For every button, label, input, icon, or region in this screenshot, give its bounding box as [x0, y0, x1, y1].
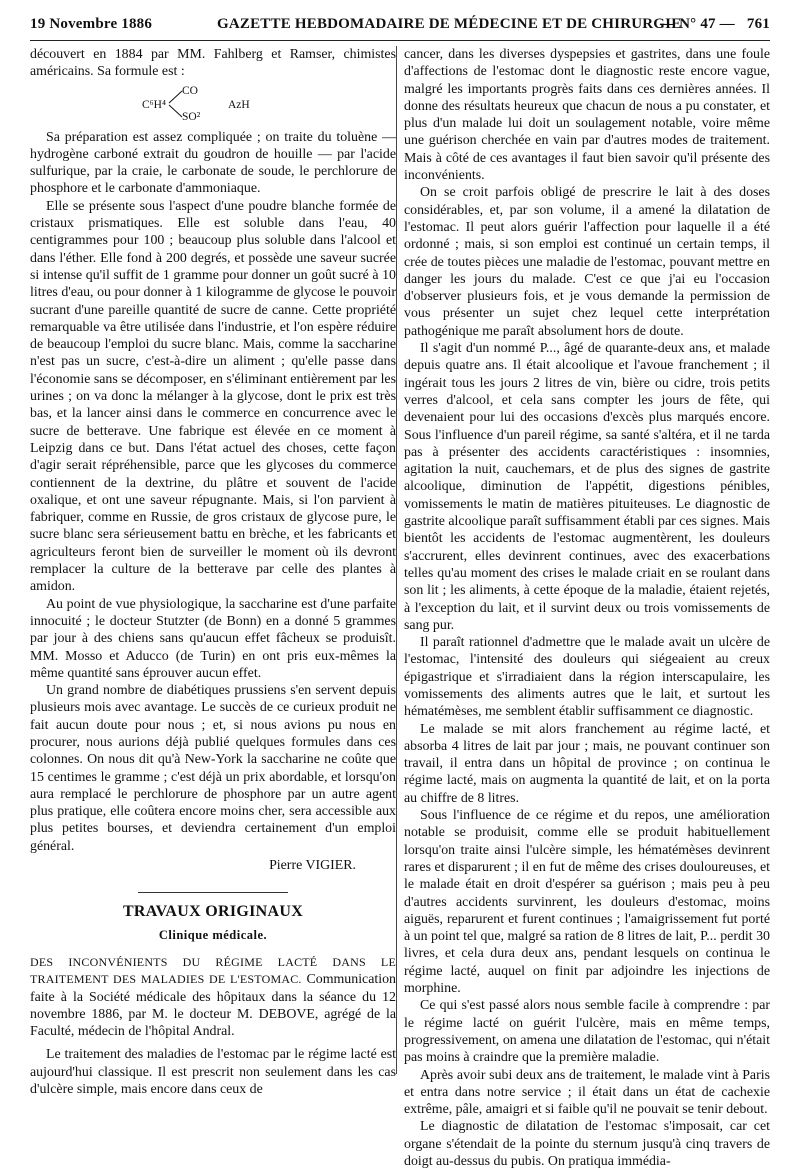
page-header [30, 14, 770, 41]
left-column [30, 46, 397, 1098]
article-byline: Communication faite à la Société médicale des hôpitaux dans la séance du 12 novembre 1886, par M. le docteur M. DEBOVE, agrégé de la Faculté, médecin de l'hôpital Andral. [30, 972, 397, 1040]
paragraph: Ce qui s'est passé alors nous semble facile à comprendre : par le régime lacté on guérit l'ulcère, mais en même temps, progressivement, on amena une dilatation de l'estomac, qui n'était pas moins à craindre que la première maladie. [404, 998, 770, 1066]
paragraph: Sa préparation est assez compliquée ; on traite du toluène — hydrogène carboné extrait du goudron de houille — par l'acide sulfurique, par la craie, le carbonate de soude, le perchlorure de phosphore et le carbonate d'ammoniaque. [30, 129, 396, 197]
formula-co: CO [182, 84, 198, 97]
paragraph: découvert en 1884 par MM. Fahlberg et Ramser, chimistes américains. Sa formule est : [30, 47, 396, 80]
column-divider [396, 46, 397, 1074]
paragraph: Au point de vue physiologique, la saccharine est d'une parfaite innocuité ; le docteur Stutzter (de Bonn) en a donné 5 grammes par jour à des chiens sans qu'aucun effet fâcheux se produisît. MM. Mosso et Aducco (de Turin) en ont pris eux-mêmes la même quantité sans éprouver aucun effet. [30, 596, 396, 681]
header-page-number: 761 [746, 16, 770, 32]
article-heading [30, 954, 396, 1040]
section-subtitle: Clinique médicale. [158, 927, 268, 942]
paragraph: Après avoir subi deux ans de traitement, le malade vint à Paris et entra dans notre service ; il était dans un état de cachexie extrême, pâle, amaigri et si faible qu'il ne pouvait se tenir debout. [404, 1067, 770, 1118]
author-signature: Pierre VIGIER. [269, 858, 356, 874]
section-title: TRAVAUX ORIGINAUX [122, 903, 304, 921]
formula-c6h4: C⁶H⁴ [142, 98, 166, 111]
section-divider [138, 892, 288, 893]
formula-azh: AzH [228, 98, 250, 111]
header-date: 19 Novembre 1886 [30, 16, 153, 32]
paragraph: Il paraît rationnel d'admettre que le malade avait un ulcère de l'estomac, l'intensité des douleurs qui siégeaient au creux épigastrique et s'irradiaient dans la région interscapulaire, les vomissements des aliments autres que le lait, et surtout les hématémèses, me semblent établir suffisamment ce diagnostic. [404, 635, 770, 720]
paragraph: Le traitement des maladies de l'estomac par le régime lacté est aujourd'hui classique. Il est prescrit non seulement dans les cas d'ulcère simple, mais encore dans ceux de [30, 1047, 396, 1098]
paragraph: Il s'agit d'un nommé P..., âgé de quarante-deux ans, et malade depuis quatre ans. Il était alcoolique et l'avoue franchement ; il ingérait tous les jours 2 litres de vin, bière ou cidre, trois petits verres d'alcool, et cela sans compter les jours de fête, qui devenaient pour lui des occasions d'excès plus marqués encore. Sous l'influence d'un pareil régime, sa santé s'altéra, et il ne tarda pas à présenter des accidents caractéristiques : insomnies, agitation la nuit, cauchemars, et de plus des signes de gastrite alcoolique, diminution de l'appétit, digestions pénibles, vomissements le matin de matières pituiteuses. Le diagnostic de gastrite alcoolique paraît suffisamment établi par ces signes. Mais bientôt les accidents de l'estomac augmentèrent, les douleurs s'accrurent, elles devinrent continues, avec des exacerbations telles qu'au moment des crises le malade criait en se roulant dans son lit ; les aliments, à cette époque de la maladie, étaient rejetés, à l'exception du lait, et il survint deux ou trois vomissements de sang pur. [404, 341, 770, 633]
paragraph: On se croit parfois obligé de prescrire le lait à des doses considérables, et, par son volume, il a amené la dilatation de l'estomac. Il peut alors guérir l'affection pour laquelle il a été ordonné ; mais, si son emploi est continué un certain temps, il crée de toutes pièces une maladie de l'estomac, pouvant mettre en danger les jours du malade. C'est ce que j'ai eu l'occasion d'observer plusieurs fois, et je vous demande la permission de vous présenter un sujet chez lequel cette interprétation pathogénique me paraît absolument hors de doute. [404, 185, 770, 339]
chemical-formula [30, 81, 396, 125]
paragraph: Le diagnostic de dilatation de l'estomac s'imposait, car cet organe s'étendait de la pointe du sternum jusqu'à cinq travers de doigt au-dessus du pubis. On pratiqua immédia- [404, 1119, 770, 1169]
header-journal-title: GAZETTE HEBDOMADAIRE DE MÉDECINE ET DE CHIRURGIE [217, 16, 682, 32]
paragraph: cancer, dans les diverses dyspepsies et gastrites, dans une foule d'affections de l'estomac dont le diagnostic reste encore vague, malgré les importants progrès faits dans ces dernières années. Il donne des résultats heureux que chacun de nous a pu constater, et plus d'un malade lui doit un soulagement notable, voire même une guérison cherchée en vain par d'autres modes de traitement. Mais à côté de ces avantages il faut bien savoir qu'il présente des inconvénients. [404, 47, 770, 184]
paragraph: Sous l'influence de ce régime et du repos, une amélioration notable se produisit, comme elle se produit habituellement lorsqu'on traite ainsi l'ulcère simple, les hématémèses devinrent rares et disparurent ; il en fut de même des crises douloureuses, et le malade était en droit d'espérer sa guérison ; mais peu à peu d'autres accidents survinrent, les douleurs d'estomac, moins aiguës, reparurent et furent continues ; l'amaigrissement fut porté à un point tel que, malgré sa ration de 8 litres de lait, P... perdit 30 livres, et cela dura deux ans, pendant lesquels on continua le régime lacté, auquel on finit par adjoindre les injections de morphine. [404, 808, 770, 997]
formula-so2: SO² [182, 110, 201, 123]
right-column [404, 46, 770, 1169]
paragraph: Elle se présente sous l'aspect d'une poudre blanche formée de cristaux prismatiques. Elle est soluble dans l'eau, 40 centigrammes pour 100 ; beaucoup plus soluble dans l'alcool et dans l'éther. Elle fond à 200 degrés, et possède une saveur sucrée si intense qu'il suffit de 1 gramme pour donner un goût sucré à 10 litres d'eau, ou pour donner à 1 kilogramme de glycose le pouvoir sucrant d'une pareille quantité de sucre de canne. Cette propriété remarquable va être utilisée dans l'industrie, et l'on espère réduire de beaucoup l'emploi du sucre blanc. Mais, comme la saccharine n'est pas un sucre, c'est-à-dire un aliment ; qu'elle passe dans l'économie sans se décomposer, en s'éliminant entièrement par les urines ; on va donc la mélanger à la glycose, dont le prix est très bas, et la lancer ainsi dans le commerce en concurrence avec le sucre de betterave. Une fabrique est élevée en ce moment à Leipzig dans ce but. Dans l'état actuel des choses, cette façon d'agir serait répréhensible, parce que les glycoses du commerce contiennent de la dextrine, du plâtre et souvent de l'acide oxalique, et ont une saveur répugnante. Mais, si l'on parvient à fabriquer, comme en Russie, de gros cristaux de glycose pure, le sucre blanc sera sérieusement battu en brèche, et les fabricants et agriculteurs feront bien de surveiller le moment où ils devront remplacer la culture de la betterave par celle des plantes à amidon. [30, 198, 396, 595]
header-issue-number: — N° 47 — [660, 16, 735, 32]
article-title: DES INCONVÉNIENTS DU RÉGIME LACTÉ DANS LE TRAITEMENT DES MALADIES DE L'ESTOMAC. [30, 954, 396, 987]
paragraph: Le malade se mit alors franchement au régime lacté, et absorba 4 litres de lait par jour ; mais, ne pouvant continuer son travail, il entra dans un hôpital de province ; on continua le régime lacté, mais on augmenta la quantité de lait, et on la porta au chiffre de 8 litres. [404, 721, 770, 806]
paragraph: Un grand nombre de diabétiques prussiens s'en servent depuis plusieurs mois avec avantage. Le succès de ce curieux produit ne fait aucun doute pour nous ; et, si nous avions pu nous en procurer, nous aurions déjà publié quelques formules dans ces colonnes. On nous dit qu'à New-York la saccharine ne coûte que 15 centimes le gramme ; c'est déjà un prix abordable, et lorsqu'on aura remplacé le perchlorure de phosphore par un autre agent plus pratique, elle coûtera encore moins cher, sera accessible aux plus petites bourses, et deviendra certainement d'un emploi général. [30, 683, 396, 854]
